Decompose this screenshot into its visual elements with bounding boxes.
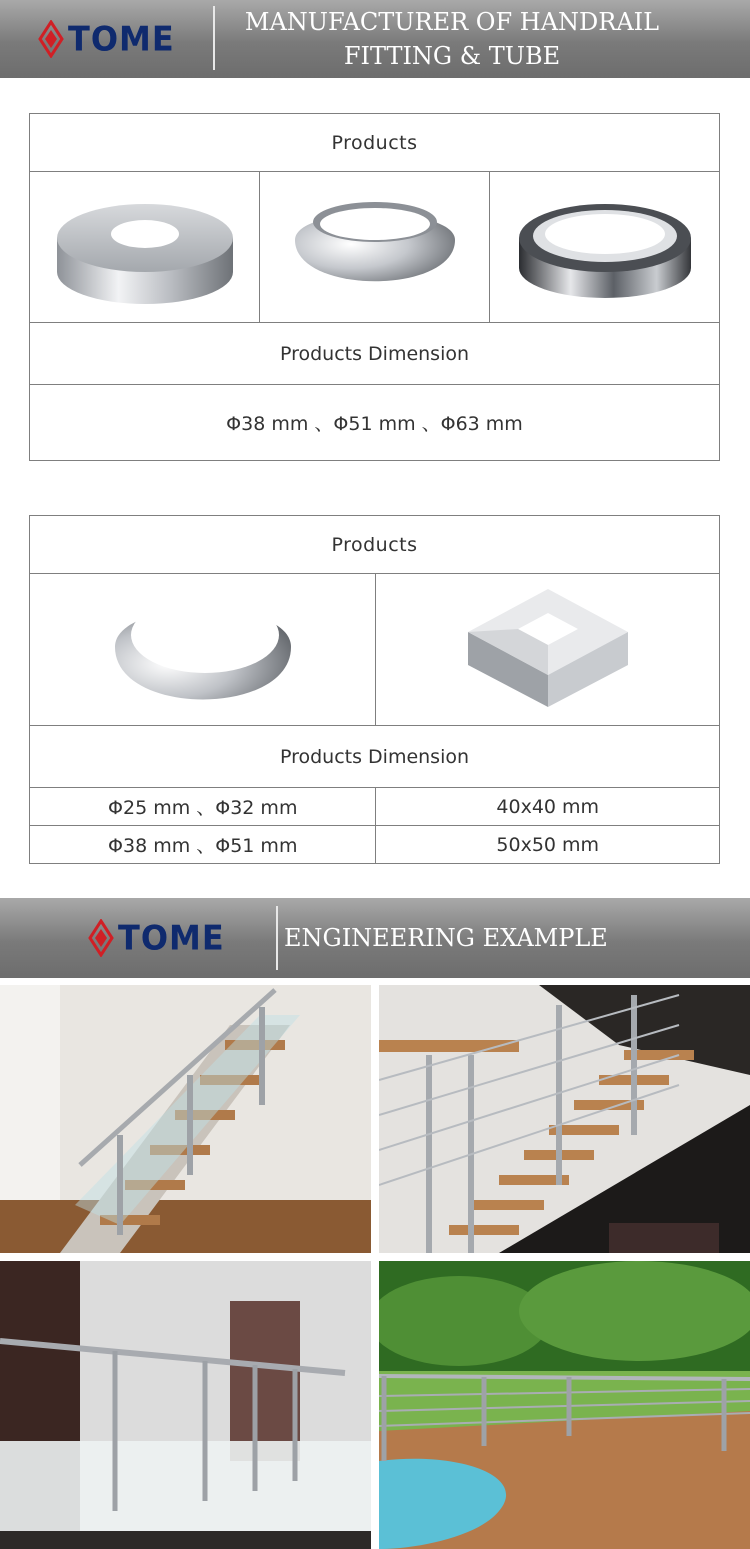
staircase-glass-photo bbox=[0, 985, 371, 1253]
interior-balcony-photo bbox=[0, 1261, 371, 1549]
product-table-1 bbox=[29, 113, 720, 461]
flat-base-cover-image bbox=[45, 180, 245, 310]
section-title: ENGINEERING EXAMPLE bbox=[284, 924, 608, 952]
product-table-2 bbox=[29, 515, 720, 864]
round-dome-cover-image bbox=[103, 577, 303, 717]
dimension-cell: Φ25 mm 、Φ32 mm bbox=[30, 788, 376, 826]
product-image-cell bbox=[30, 172, 260, 323]
brand-logo bbox=[38, 20, 175, 58]
product-image-cell bbox=[376, 574, 720, 726]
product-image-cell bbox=[490, 172, 720, 323]
logo-diamond-icon bbox=[88, 919, 114, 957]
dimension-cell: 50x50 mm bbox=[376, 826, 720, 864]
square-base-cover-image bbox=[448, 577, 648, 717]
product-image-cell bbox=[260, 172, 490, 323]
header-title-line2: FITTING & TUBE bbox=[343, 42, 561, 70]
dimension-cell: 40x40 mm bbox=[376, 788, 720, 826]
dimension-header: Products Dimension bbox=[30, 726, 720, 788]
header-divider bbox=[213, 6, 215, 70]
header-divider bbox=[276, 906, 278, 970]
dimension-value: Φ38 mm 、Φ51 mm 、Φ63 mm bbox=[30, 385, 720, 461]
poolside-deck-photo bbox=[379, 1261, 750, 1549]
brand-logo bbox=[88, 919, 225, 957]
header-title-line1: MANUFACTURER OF HANDRAIL bbox=[244, 8, 660, 36]
products-header: Products bbox=[30, 516, 720, 574]
logo-text: TOME bbox=[68, 19, 175, 59]
dome-base-cover-image bbox=[275, 180, 475, 310]
engineering-banner bbox=[0, 898, 750, 978]
logo-text: TOME bbox=[118, 918, 225, 958]
products-header: Products bbox=[30, 114, 720, 172]
logo-diamond-icon bbox=[38, 20, 64, 58]
ring-base-cover-image bbox=[505, 180, 705, 310]
top-banner bbox=[0, 0, 750, 78]
product-image-cell bbox=[30, 574, 376, 726]
dimension-cell: Φ38 mm 、Φ51 mm bbox=[30, 826, 376, 864]
header-title bbox=[218, 5, 686, 73]
dimension-header: Products Dimension bbox=[30, 323, 720, 385]
staircase-rod-photo bbox=[379, 985, 750, 1253]
